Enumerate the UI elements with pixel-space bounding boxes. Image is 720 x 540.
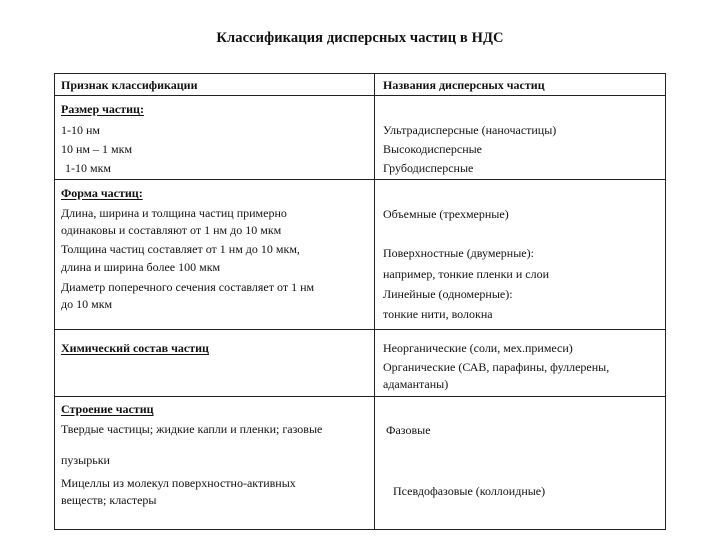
shape-name-2-example: например, тонкие пленки и слои [383,267,550,281]
structure-heading: Строение частиц [61,402,154,416]
structure-desc-1: Твердые частицы; жидкие капли и пленки; газовые [61,422,323,436]
size-name-1: Ультрадисперсные (наночастицы) [383,123,557,137]
shape-name-3: Линейные (одномерные): [383,287,513,301]
shape-name-1: Объемные (трехмерные) [383,207,509,221]
row-divider-size [55,179,665,180]
shape-name-3-example: тонкие нити, волокна [383,307,493,321]
shape-desc-3b: до 10 мкм [61,297,113,311]
chem-heading: Химический состав частиц [61,341,209,355]
structure-desc-3a: Мицеллы из молекул поверхностно-активных [61,476,296,490]
shape-heading: Форма частиц: [61,186,143,200]
row-divider-chem [55,396,665,397]
size-heading: Размер частиц: [61,102,144,116]
chem-name-1: Неорганические (соли, мех.примеси) [383,341,573,355]
header-divider [55,95,665,96]
header-col-feature: Признак классификации [61,78,198,92]
chem-name-2-cont: адамантаны) [383,377,449,391]
structure-desc-3b: веществ; кластеры [61,493,157,507]
size-name-3: Грубодисперсные [383,161,474,175]
chem-name-2: Органические (САВ, парафины, фуллерены, [383,360,610,374]
size-range-3: 1-10 мкм [65,161,112,175]
shape-name-2: Поверхностные (двумерные): [383,246,534,260]
size-range-2: 10 нм – 1 мкм [61,142,133,156]
column-divider [374,74,375,529]
size-range-1: 1-10 нм [61,123,101,137]
structure-name-1: Фазовые [386,423,431,437]
shape-desc-2a: Толщина частиц составляет от 1 нм до 10 мкм, [61,242,300,256]
row-divider-shape [55,329,665,330]
structure-desc-2: пузырьки [61,453,110,467]
shape-desc-2b: длина и ширина более 100 мкм [61,260,221,274]
page-title: Классификация дисперсных частиц в НДС [216,30,504,46]
shape-desc-1a: Длина, ширина и толщина частиц примерно [61,206,287,220]
size-name-2: Высокодисперсные [383,142,483,156]
structure-name-2: Псевдофазовые (коллоидные) [393,484,546,498]
shape-desc-3a: Диаметр поперечного сечения составляет от 1 нм [61,280,315,294]
classification-table [54,73,666,530]
shape-desc-1b: одинаковы и составляют от 1 нм до 10 мкм [61,223,282,237]
header-col-names: Названия дисперсных частиц [383,78,545,92]
